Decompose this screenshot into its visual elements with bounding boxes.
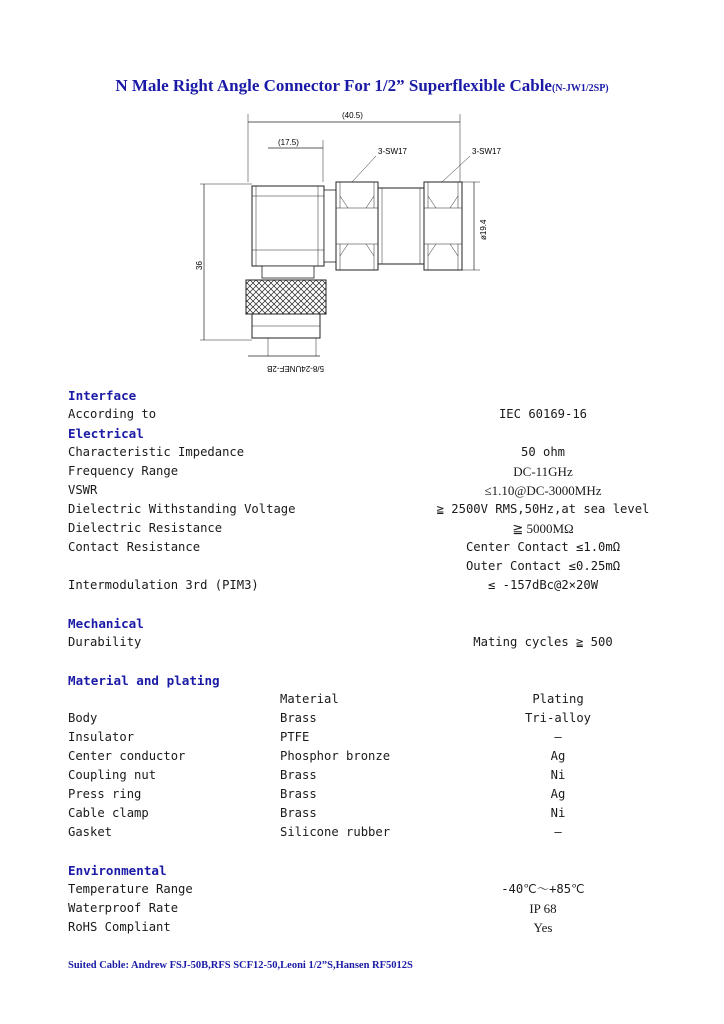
part-material: Brass — [280, 787, 317, 801]
part-material: Phosphor bronze — [280, 749, 391, 763]
section-environmental: Environmental — [68, 863, 167, 878]
spec-table — [68, 386, 688, 937]
page-title — [0, 76, 724, 96]
plating-header: Plating — [532, 692, 584, 706]
spec-value: ≤ -157dBc@2×20W — [487, 578, 599, 592]
spec-row-according — [68, 405, 688, 424]
part-plating: Ni — [550, 806, 566, 820]
spec-value: ≤1.10@DC-3000MHz — [484, 483, 602, 498]
title-code: (N-JW1/2SP) — [551, 83, 609, 94]
part-plating: Tri-alloy — [524, 711, 592, 725]
spec-label: Waterproof Rate — [68, 901, 179, 915]
part-material: Brass — [280, 711, 317, 725]
spec-row-pim — [68, 576, 688, 595]
part-plating: — — [554, 730, 562, 744]
spec-value: IEC 60169-16 — [498, 407, 588, 421]
spec-row-waterproof — [68, 899, 688, 918]
title-text: N Male Right Angle Connector For 1/2” Superflexible Cable — [115, 76, 552, 95]
spec-row-frequency — [68, 462, 688, 481]
spec-row-dwv — [68, 500, 688, 519]
section-mechanical: Mechanical — [68, 616, 144, 631]
part-plating: — — [554, 825, 562, 839]
dim-length: (40.5) — [342, 111, 363, 120]
spec-label: Temperature Range — [68, 882, 193, 896]
part-name: Center conductor — [68, 749, 186, 763]
part-plating: Ni — [550, 768, 566, 782]
dim-diameter: ø19.4 — [479, 219, 488, 240]
spec-row-durability — [68, 633, 688, 652]
spec-label: Contact Resistance — [68, 540, 201, 554]
spec-value: -40℃〜+85℃ — [501, 882, 585, 896]
part-material: PTFE — [280, 730, 310, 744]
spec-value: DC-11GHz — [513, 464, 573, 479]
part-plating: Ag — [550, 787, 566, 801]
spec-label: Dielectric Resistance — [68, 521, 223, 535]
spec-value: Outer Contact ≤0.25mΩ — [465, 559, 621, 573]
section-interface: Interface — [68, 388, 137, 403]
spec-label: Frequency Range — [68, 464, 179, 478]
spec-value: ≧ 5000MΩ — [512, 521, 574, 536]
suited-cable-note: Suited Cable: Andrew FSJ-50B,RFS SCF12-50,Leoni 1/2”S,Hansen RF5012S — [68, 960, 413, 971]
spec-row-vswr — [68, 481, 688, 500]
spec-label: Intermodulation 3rd (PIM3) — [68, 578, 259, 592]
spec-row-impedance — [68, 443, 688, 462]
section-material: Material and plating — [68, 673, 220, 688]
part-material: Silicone rubber — [280, 825, 391, 839]
material-row — [68, 728, 688, 747]
part-name: Coupling nut — [68, 768, 157, 782]
part-name: Gasket — [68, 825, 113, 839]
spec-label: Characteristic Impedance — [68, 445, 245, 459]
part-name: Insulator — [68, 730, 135, 744]
part-name: Body — [68, 711, 98, 725]
material-row — [68, 747, 688, 766]
material-row — [68, 785, 688, 804]
spec-label: Dielectric Withstanding Voltage — [68, 502, 296, 516]
spec-row-dr — [68, 519, 688, 538]
section-electrical: Electrical — [68, 426, 144, 441]
wrench-label-1: 3-SW17 — [378, 147, 407, 156]
part-name: Press ring — [68, 787, 142, 801]
spec-row-cr-outer — [68, 557, 688, 576]
thread-label: 5/8-24UNEF-2B — [267, 364, 324, 373]
part-plating: Ag — [550, 749, 566, 763]
material-row — [68, 709, 688, 728]
spec-label: According to — [68, 407, 157, 421]
material-row — [68, 823, 688, 842]
spec-label: VSWR — [68, 483, 98, 497]
spec-value: Center Contact ≤1.0mΩ — [465, 540, 621, 554]
spec-row-rohs — [68, 918, 688, 937]
spec-label: RoHS Compliant — [68, 920, 171, 934]
material-header: Material — [280, 692, 339, 706]
spec-value: 50 ohm — [520, 445, 566, 459]
spec-value: IP 68 — [529, 901, 557, 916]
spec-row-temperature — [68, 880, 688, 899]
connector-drawing — [190, 100, 530, 380]
material-row — [68, 804, 688, 823]
part-material: Brass — [280, 806, 317, 820]
dim-offset: (17.5) — [278, 138, 299, 147]
spec-value: ≧ 2500V RMS,50Hz,at sea level — [436, 502, 650, 516]
spec-value: Yes — [533, 920, 553, 935]
wrench-label-2: 3-SW17 — [472, 147, 501, 156]
dim-height: 36 — [195, 261, 204, 270]
spec-row-cr — [68, 538, 688, 557]
spec-value: Mating cycles ≧ 500 — [473, 635, 613, 649]
material-row — [68, 766, 688, 785]
part-material: Brass — [280, 768, 317, 782]
spec-label: Durability — [68, 635, 142, 649]
part-name: Cable clamp — [68, 806, 149, 820]
material-header-row — [68, 690, 688, 709]
